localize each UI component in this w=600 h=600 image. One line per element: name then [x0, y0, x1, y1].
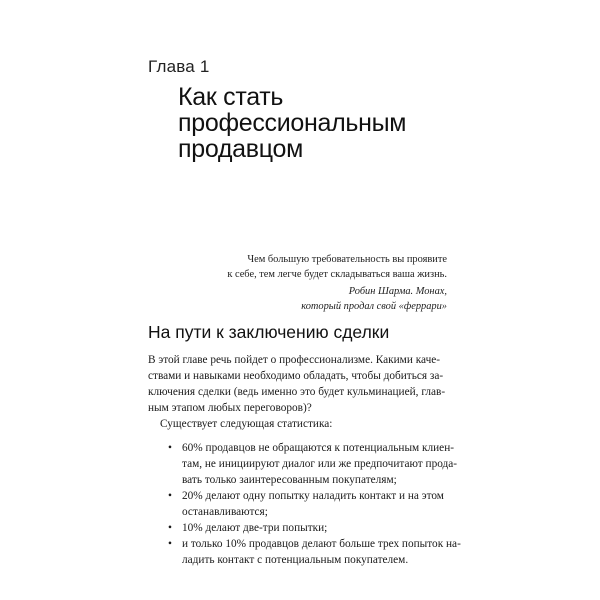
list-item-line: и только 10% продавцов делают больше трех попыток на- — [182, 538, 461, 550]
epigraph-quote — [220, 252, 447, 282]
bullet-icon: • — [168, 442, 172, 454]
list-item — [168, 520, 450, 536]
list-item — [168, 440, 458, 488]
list-item-line: 20% делают одну попытку наладить контакт и на этом — [182, 490, 444, 502]
chapter-title-line: профессиональным — [178, 109, 407, 137]
list-item-line: ладить контакт с потенциальным покупателем. — [182, 554, 409, 566]
paragraph-line: Существует следующая статистика: — [160, 418, 333, 430]
chapter-title-line: продавцом — [178, 135, 303, 163]
epigraph-attribution-line: Робин Шарма. Монах, — [348, 286, 447, 297]
chapter-title-line: Как стать — [178, 83, 284, 111]
section-heading: На пути к заключению сделки — [148, 322, 390, 342]
list-item-line: 60% продавцов не обращаются к потенциальным клиен- — [182, 442, 455, 454]
bullet-icon: • — [168, 538, 172, 550]
paragraph-line: В этой главе речь пойдет о профессионализме. Какими каче- — [148, 354, 441, 366]
bullet-icon: • — [168, 522, 172, 534]
epigraph-attribution-line: который продал свой «феррари» — [301, 301, 447, 312]
statistics-list — [168, 440, 461, 568]
chapter-label: Глава 1 — [148, 57, 210, 76]
list-item — [168, 488, 450, 520]
statistics-intro-paragraph — [160, 416, 460, 432]
list-item-line: вать только заинтересованным покупателям; — [182, 474, 397, 486]
list-item — [168, 536, 461, 568]
epigraph — [220, 252, 447, 314]
paragraph-line: ключения сделки (ведь именно это будет кульминацией, глав- — [148, 386, 446, 398]
list-item-line: 10% делают две-три попытки; — [182, 522, 328, 534]
epigraph-quote-line: Чем большую требовательность вы проявите — [247, 254, 447, 265]
intro-paragraph — [148, 352, 448, 416]
list-item-line: там, не инициируют диалог или же предпочитают прода- — [182, 458, 458, 470]
bullet-icon: • — [168, 490, 172, 502]
paragraph-line: ствами и навыками необходимо обладать, чтобы добиться за- — [148, 370, 444, 382]
epigraph-quote-line: к себе, тем легче будет складываться ваша жизнь. — [227, 269, 447, 280]
list-item-line: останавливаются; — [182, 506, 268, 518]
epigraph-attribution — [220, 284, 447, 314]
paragraph-line: ным этапом любых переговоров)? — [148, 402, 312, 414]
chapter-title — [178, 84, 458, 162]
